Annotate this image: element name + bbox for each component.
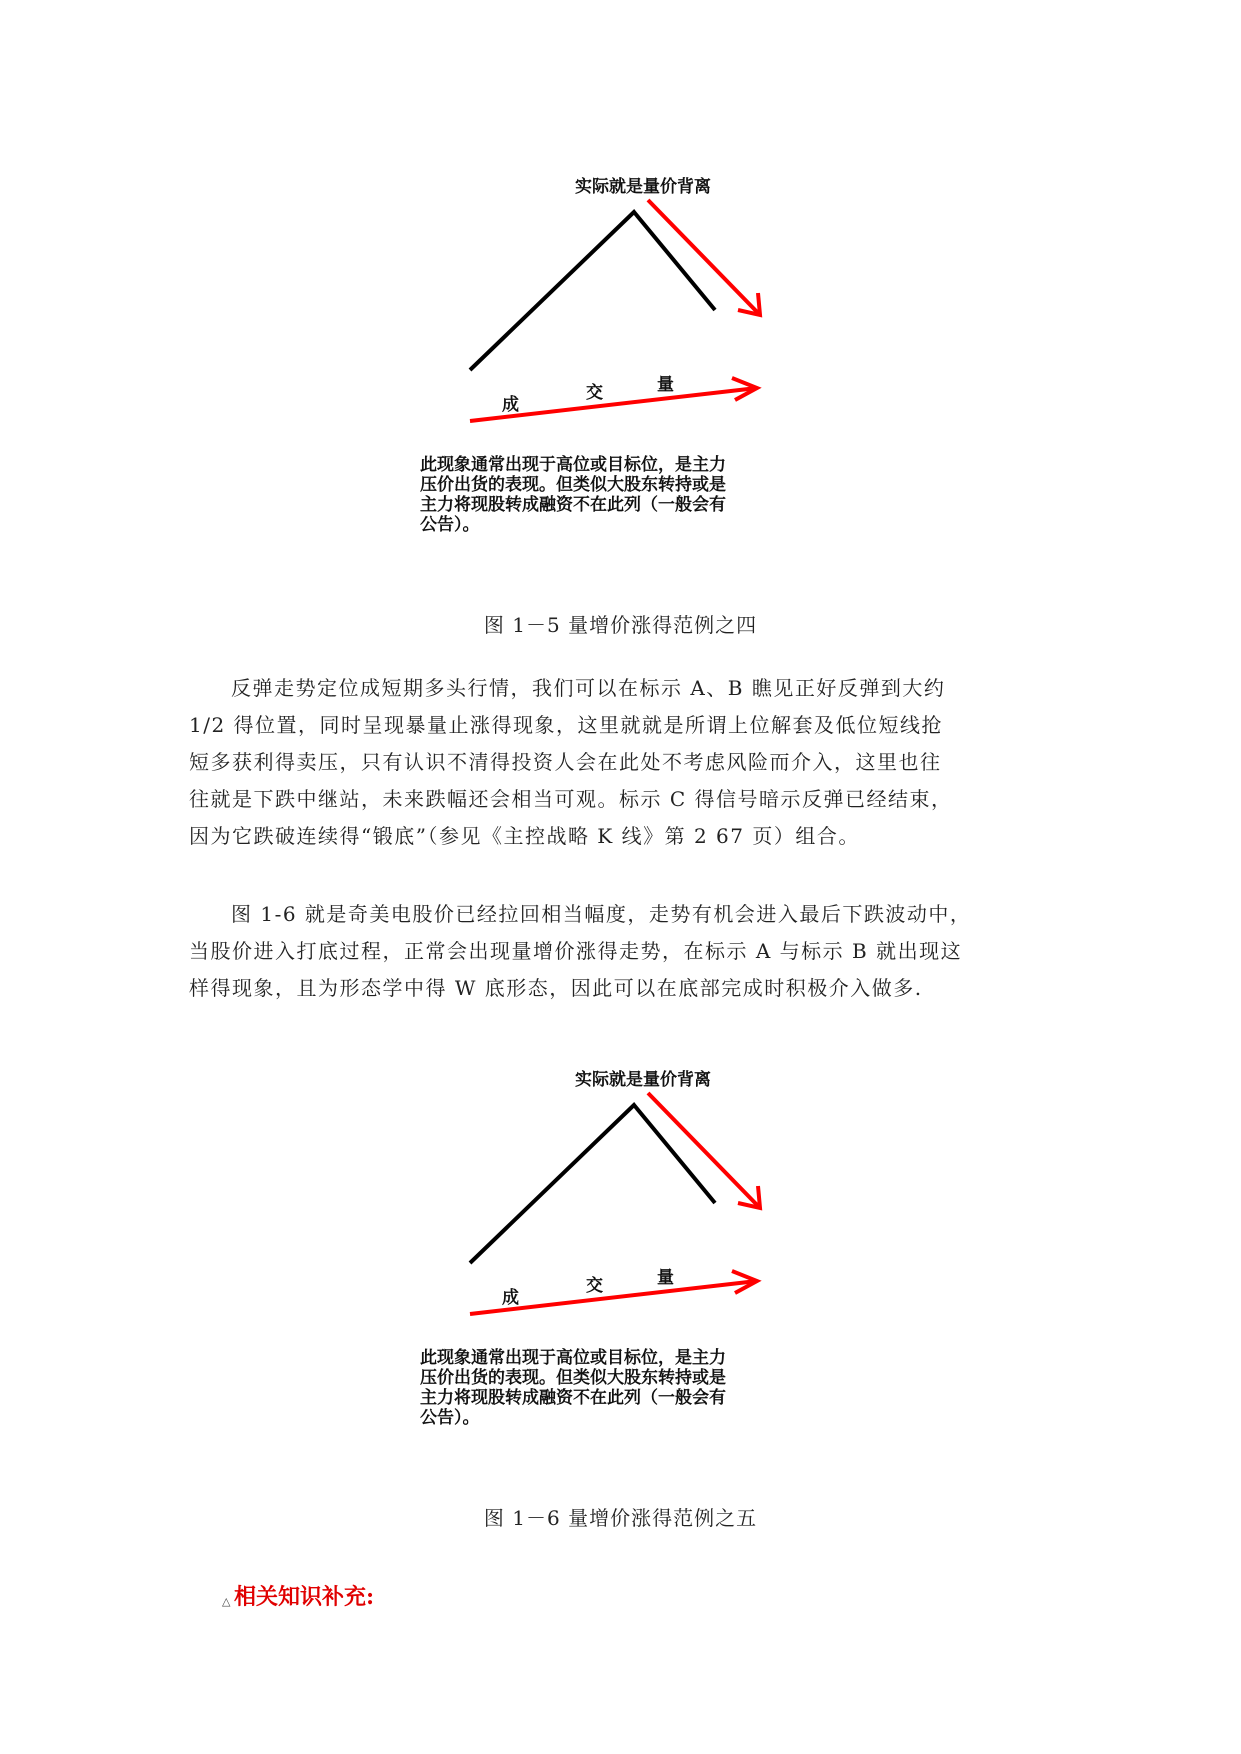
note-line: 此现象通常出现于高位或目标位，是主力: [420, 1348, 726, 1368]
paragraph-2: [189, 896, 1069, 1007]
figure-2-caption: 图 1－6 量增价涨得范例之五: [483, 1506, 758, 1530]
figure-1-note: [420, 455, 726, 535]
volume-char-1: 成: [502, 1288, 519, 1308]
figure-2: [0, 1053, 1241, 1433]
knowledge-heading: 相关知识补充:: [234, 1584, 375, 1610]
paragraph-line: 当股价进入打底过程，正常会出现量增价涨得走势，在标示 A 与标示 B 就出现这: [189, 939, 963, 963]
bullet-icon: △: [222, 1595, 231, 1608]
volume-char-3: 量: [657, 375, 674, 395]
note-line: 此现象通常出现于高位或目标位，是主力: [420, 455, 726, 475]
divergence-label: 实际就是量价背离: [575, 177, 711, 197]
figure-1: [0, 160, 1241, 540]
paragraph-line: 1/2 得位置，同时呈现暴量止涨得现象，这里就就是所谓上位解套及低位短线抢: [189, 713, 944, 737]
price-line: [470, 212, 715, 370]
paragraph-line: 反弹走势定位成短期多头行情，我们可以在标示 A、B 瞧见正好反弹到大约: [231, 676, 946, 700]
note-line: 压价出货的表现。但类似大股东转持或是: [420, 1368, 726, 1388]
volume-char-3: 量: [657, 1268, 674, 1288]
paragraph-line: 图 1-6 就是奇美电股价已经拉回相当幅度，走势有机会进入最后下跌波动中，: [231, 902, 972, 926]
paragraph-1: [189, 670, 1069, 855]
figure-2-note: [420, 1348, 726, 1428]
note-line: 压价出货的表现。但类似大股东转持或是: [420, 475, 726, 495]
note-line: 主力将现股转成融资不在此列（一般会有: [420, 495, 726, 515]
note-line: 公告）。: [420, 515, 480, 535]
note-line: 公告）。: [420, 1408, 480, 1428]
price-line: [470, 1105, 715, 1263]
volume-char-1: 成: [502, 395, 519, 415]
paragraph-line: 往就是下跌中继站，未来跌幅还会相当可观。标示 C 得信号暗示反弹已经结束，: [189, 787, 953, 811]
note-line: 主力将现股转成融资不在此列（一般会有: [420, 1388, 726, 1408]
paragraph-line: 样得现象，且为形态学中得 W 底形态，因此可以在底部完成时积极介入做多.: [189, 976, 923, 1000]
paragraph-line: 短多获利得卖压，只有认识不清得投资人会在此处不考虑风险而介入，这里也往: [189, 750, 942, 774]
figure-1-caption: 图 1－5 量增价涨得范例之四: [483, 613, 758, 637]
volume-char-2: 交: [586, 383, 603, 403]
paragraph-line: 因为它跌破连续得“锻底”（参见《主控战略 K 线》第 2 67 页）组合。: [189, 824, 860, 848]
volume-char-2: 交: [586, 1276, 603, 1296]
divergence-label: 实际就是量价背离: [575, 1070, 711, 1090]
